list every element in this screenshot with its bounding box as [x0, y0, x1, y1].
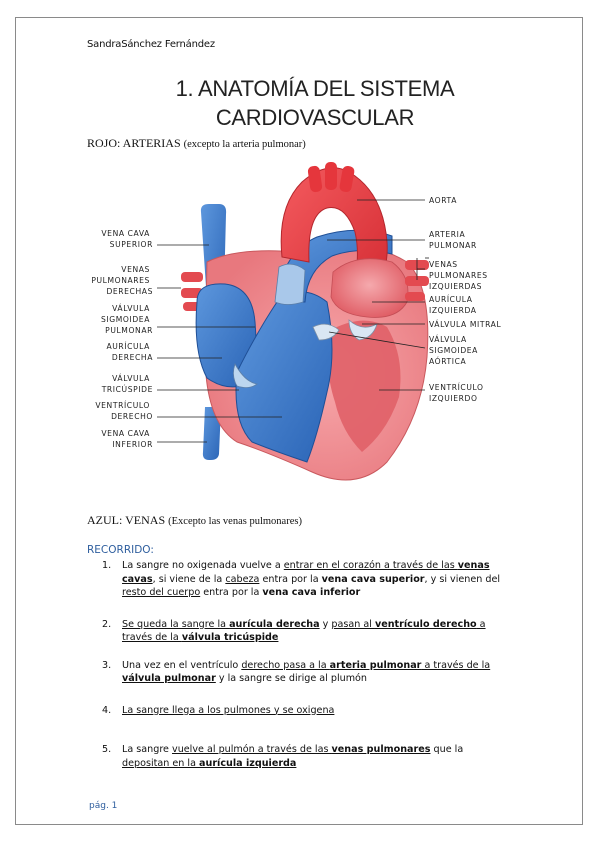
label-arteria-pulmonar: ARTERIA PULMONAR: [429, 230, 477, 250]
blue-note-sub: (Excepto las venas pulmonares): [168, 516, 302, 527]
page-title: [150, 74, 480, 132]
step-number: 4.: [102, 704, 112, 716]
step-number: 3.: [102, 659, 112, 671]
step-text: a través de la: [122, 618, 486, 643]
step-text: que la: [430, 744, 464, 755]
step-text: vena cava inferior: [262, 587, 361, 598]
recorrido-step: [100, 559, 510, 600]
step-number: 1.: [102, 560, 112, 571]
step-text: válvula pulmonar: [122, 673, 216, 684]
label-venas-pulmonares-derechas: VENAS PULMONARES DERECHAS: [91, 265, 153, 296]
step-text: y: [319, 618, 332, 630]
step-text: depositan en la: [122, 757, 200, 769]
label-valvula-sigmoidea-pulmonar: VÁLVULA SIGMOIDEA PULMONAR: [101, 304, 153, 335]
step-text: entra por la: [259, 573, 322, 585]
label-venas-pulmonares-izquierdas: VENAS PULMONARES IZQUIERDAS: [429, 260, 488, 291]
label-ventriculo-derecho: VENTRÍCULO DERECHO: [95, 401, 153, 421]
label-vena-cava-superior: VENA CAVA SUPERIOR: [101, 229, 153, 249]
label-vena-cava-inferior: VENA CAVA INFERIOR: [101, 429, 153, 449]
pulmonary-valve-shape: [275, 264, 305, 304]
step-text: válvula tricúspide: [181, 632, 279, 643]
step-number: 2.: [102, 618, 112, 630]
step-text: La sangre no oxigenada vuelve a: [122, 560, 284, 571]
step-number: 5.: [102, 744, 112, 755]
label-ventriculo-izquierdo: VENTRÍCULO IZQUIERDO: [429, 383, 484, 403]
page-number: pág. 1: [89, 801, 118, 811]
aorta-branch-2: [325, 162, 337, 190]
recorrido-steps: [100, 559, 510, 770]
step-text: aurícula derecha: [229, 618, 320, 630]
author-header: SandraSánchez Fernández: [87, 39, 215, 50]
step-text: La sangre llega a los pulmones y se oxigena: [122, 704, 335, 716]
label-aorta: AORTA: [429, 196, 458, 205]
step-text: cabeza: [225, 573, 260, 585]
label-auricula-izquierda: AURÍCULA IZQUIERDA: [429, 295, 477, 315]
red-note-main: ROJO: ARTERIAS: [87, 136, 184, 150]
step-text: , y si vienen del: [424, 573, 501, 585]
label-valvula-mitral: VÁLVULA MITRAL: [429, 320, 502, 329]
recorrido-heading: RECORRIDO:: [87, 544, 154, 556]
heart-diagram: [87, 152, 527, 502]
step-text: aurícula izquierda: [199, 757, 297, 769]
step-text: venas pulmonares: [331, 744, 431, 755]
step-text: vena cava superior: [321, 573, 425, 585]
step-text: y la sangre se dirige al plumón: [215, 673, 367, 684]
pulmonary-vein-right-1: [181, 272, 203, 282]
step-text: , si viene de la: [152, 573, 226, 585]
step-text: derecho pasa a la: [241, 659, 330, 671]
step-text: arteria pulmonar: [329, 659, 422, 671]
label-valvula-tricuspide: VÁLVULA TRICÚSPIDE: [101, 374, 153, 394]
title-line-2: CARDIOVASCULAR: [215, 105, 415, 130]
pulmonary-vein-left-3: [405, 292, 425, 301]
recorrido-step: [100, 618, 510, 645]
step-text: resto del cuerpo: [122, 587, 201, 598]
step-text: Una vez en el ventrículo: [122, 659, 242, 671]
label-auricula-derecha: AURÍCULA DERECHA: [106, 342, 153, 362]
title-line-1: 1. ANATOMÍA DEL SISTEMA: [175, 76, 455, 101]
red-arteries-note: [87, 136, 306, 151]
red-note-sub: (excepto la arteria pulmonar): [183, 139, 306, 150]
recorrido-step: [100, 704, 510, 718]
step-text: pasan al: [331, 618, 375, 630]
step-text: a través de la: [421, 659, 491, 671]
step-text: ventrículo derecho: [374, 618, 477, 630]
step-text: Se queda la sangre la: [122, 618, 230, 630]
label-valvula-sigmoidea-aortica: VÁLVULA SIGMOIDEA AÓRTICA: [429, 335, 478, 366]
step-text: La sangre: [122, 744, 173, 755]
recorrido-step: [100, 743, 510, 770]
blue-veins-note: [87, 513, 302, 528]
step-text: vuelve al pulmón a través de las: [172, 744, 332, 755]
blue-note-main: AZUL: VENAS: [87, 513, 169, 527]
step-text: entrar en el corazón a través de las: [283, 560, 458, 571]
step-text: entra por la: [200, 587, 263, 598]
recorrido-step: [100, 659, 510, 686]
left-atrium-shape: [331, 259, 408, 318]
step-text: venas cavas: [122, 560, 490, 585]
